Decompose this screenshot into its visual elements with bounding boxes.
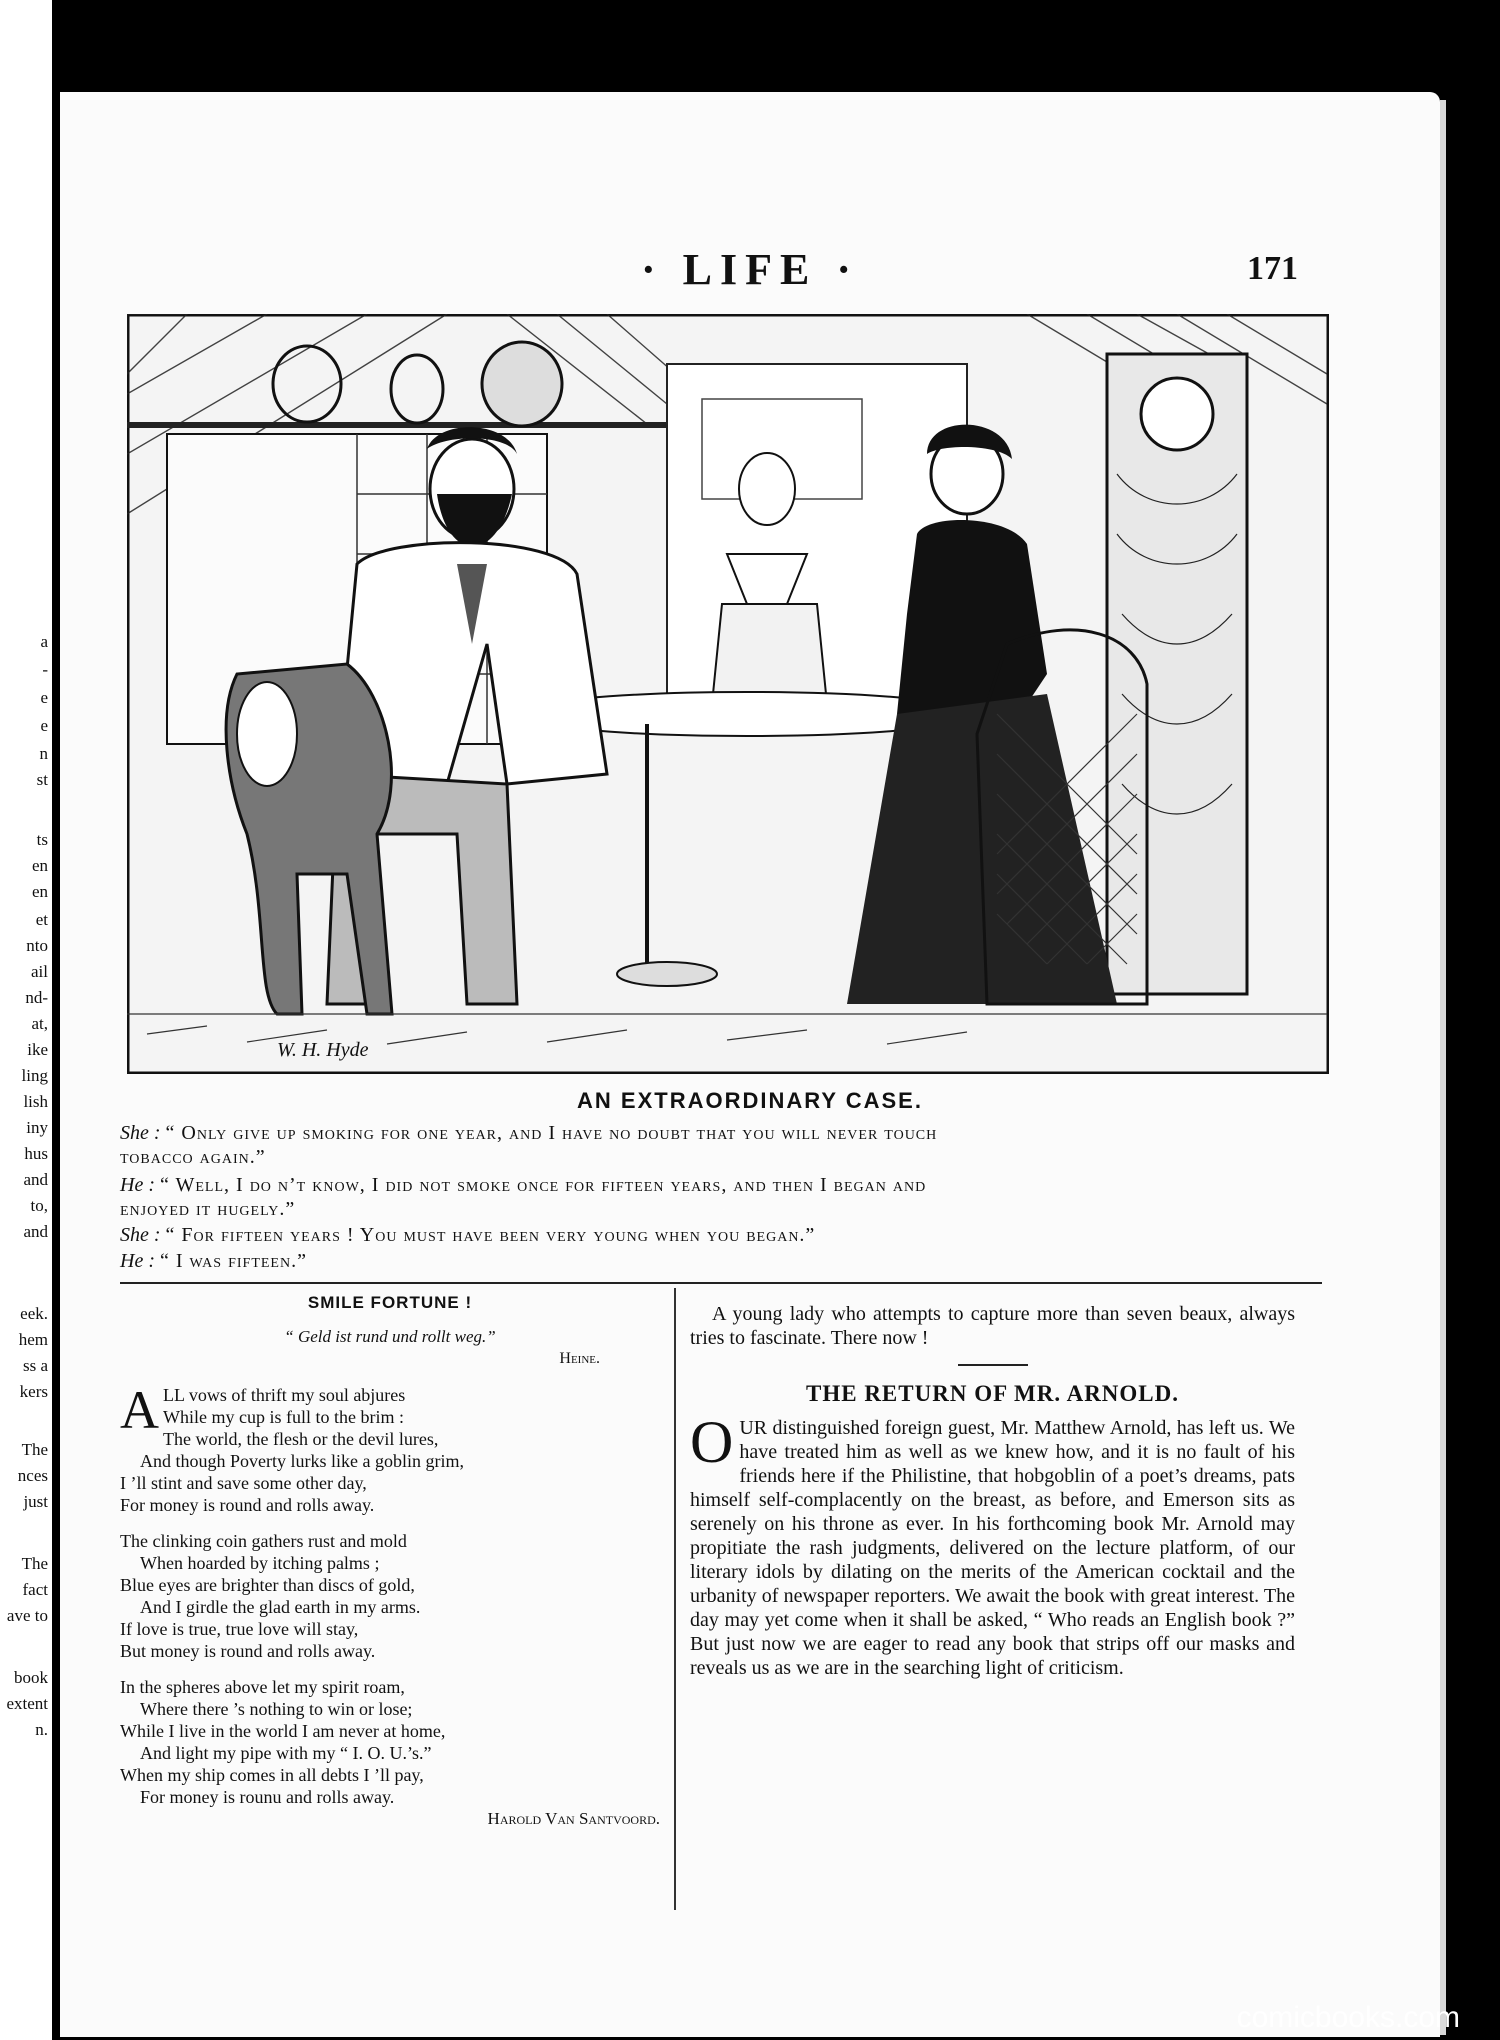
previous-page-fragment: The: [21, 1440, 48, 1459]
previous-page-fragment: iny: [26, 1118, 48, 1137]
dialogue-line: [120, 1248, 1320, 1274]
previous-page-fragment: ave to: [6, 1606, 48, 1625]
watermark: comicbooks.com: [1236, 2001, 1460, 2034]
previous-page-fragment: e: [40, 688, 48, 707]
previous-page-fragment: fact: [22, 1580, 48, 1599]
poem-author: Harold Van Santvoord.: [487, 1809, 660, 1828]
dialogue-text: tobacco again.”: [120, 1146, 266, 1168]
article-column: [690, 1302, 1295, 1680]
poem-stanza: [120, 1380, 660, 1516]
article-title: THE RETURN OF MR. ARNOLD.: [806, 1381, 1179, 1406]
poem-verse: And light my pipe with my “ I. O. U.’s.”: [140, 1743, 432, 1763]
poem-verse: When my ship comes in all debts I ’ll pay,: [120, 1765, 424, 1785]
dialogue-text: “ I was fifteen.”: [159, 1250, 307, 1272]
previous-page-fragment: hem: [18, 1330, 48, 1349]
previous-page-fragment: lish: [23, 1092, 48, 1111]
poem-verse: For money is round and rolls away.: [120, 1495, 375, 1515]
previous-page-fragment: n.: [35, 1720, 48, 1739]
poem-verse: But money is round and rolls away.: [120, 1641, 376, 1661]
previous-page-fragment: et: [35, 910, 48, 929]
previous-page-fragment: n: [39, 744, 48, 763]
poem-verse: If love is true, true love will stay,: [120, 1619, 359, 1639]
previous-page-fragment: at,: [31, 1014, 48, 1033]
dialogue-speaker: He :: [120, 1174, 155, 1196]
poem-verse: While I live in the world I am never at home,: [120, 1721, 446, 1741]
previous-page-fragment: nto: [26, 936, 48, 955]
page-gutter: [52, 0, 60, 2040]
dialogue-line: [120, 1222, 1320, 1248]
masthead: [60, 244, 1440, 304]
previous-page-fragment: ling: [21, 1066, 48, 1085]
illustrator-signature: W. H. Hyde: [277, 1039, 369, 1061]
previous-page-fragment: hus: [24, 1144, 48, 1163]
previous-page-fragment: nd-: [25, 988, 48, 1007]
previous-page-fragment: a: [40, 632, 48, 651]
poem-column: [120, 1292, 660, 1830]
cartoon-title: AN EXTRAORDINARY CASE.: [577, 1088, 923, 1113]
poem-verse: In the spheres above let my spirit roam,: [120, 1677, 405, 1697]
dialogue-text: “ Only give up smoking for one year, and I have no doubt that you will never touch: [165, 1122, 938, 1144]
poem-verse: The clinking coin gathers rust and mold: [120, 1531, 407, 1551]
poem-verse: Blue eyes are brighter than discs of gold,: [120, 1575, 415, 1595]
article-dropcap: O: [690, 1409, 734, 1475]
poem-stanza: [120, 1530, 660, 1662]
previous-page-fragment: en: [31, 856, 48, 875]
dialogue-line: [120, 1120, 1320, 1146]
short-rule: [958, 1364, 1028, 1366]
epigraph-source: Heine.: [559, 1350, 600, 1367]
article-text: UR distinguished foreign guest, Mr. Matthew Arnold, has left us. We have treated him as well as we knew how, and it is no fault of his friends here if the Philistine, that hobgoblin of a poet’s dreams, pats himself self-complacently on the breast, as before, and Emerson sits as serenely on his throne as ever. In his forthcoming book Mr. Arnold may propitiate the rash judgments, delivered on the lecture platform, of our literary idols by dilating on the merits of the American cocktail and the urbanity of newspaper reporters. We await the book with great interest. The day may yet come when it shall be asked, “ Who reads an English book ?” But just now we are eager to read any book that strips off our masks and reveals us as we are in the searching light of criticism.: [690, 1417, 1295, 1679]
column-divider: [674, 1288, 676, 1910]
previous-page-fragment: to,: [30, 1196, 48, 1215]
previous-page-fragment: nces: [17, 1466, 48, 1485]
illustration-drawing: [127, 314, 1329, 1074]
poem-verse: And I girdle the glad earth in my arms.: [140, 1597, 421, 1617]
previous-page-fragment: st: [36, 770, 48, 789]
poem-verse: When hoarded by itching palms ;: [140, 1553, 380, 1573]
previous-page-fragment: eek.: [20, 1304, 48, 1323]
dialogue-line: [120, 1144, 1320, 1170]
poem-epigraph: “ Geld ist rund und rollt weg.”: [284, 1327, 496, 1346]
previous-page-fragment: ts: [36, 830, 48, 849]
poem-verse: And though Poverty lurks like a goblin grim,: [140, 1451, 464, 1471]
poem-dropcap: A: [120, 1380, 159, 1440]
previous-page-fragment: ike: [27, 1040, 48, 1059]
previous-page-fragment: kers: [19, 1382, 48, 1401]
dialogue-text: enjoyed it hugely.”: [120, 1198, 296, 1220]
previous-page-fragment: en: [31, 882, 48, 901]
dialogue-speaker: She :: [120, 1122, 161, 1144]
dialogue-text: “ For fifteen years ! You must have been very young when you began.”: [165, 1224, 816, 1246]
dialogue-line: [120, 1196, 1320, 1222]
previous-page-fragment: ail: [31, 962, 48, 981]
poem-verse: While my cup is full to the brim :: [163, 1407, 404, 1427]
short-item: A young lady who attempts to capture more than seven beaux, always tries to fascinate. There now !: [690, 1303, 1295, 1349]
previous-page-fragment: e: [40, 716, 48, 735]
masthead-title: · LIFE ·: [640, 245, 860, 294]
previous-page-fragment: book: [14, 1668, 48, 1687]
dialogue-text: “ Well, I do n’t know, I did not smoke once for fifteen years, and then I began and: [159, 1174, 927, 1196]
dialogue-line: [120, 1172, 1320, 1198]
previous-page-fragment: The: [21, 1554, 48, 1573]
previous-page-fragment: and: [23, 1222, 48, 1241]
page-number: 171: [1247, 250, 1298, 287]
section-rule: [120, 1282, 1322, 1284]
previous-page-fragment: -: [42, 660, 48, 679]
previous-page-fragment: extent: [6, 1694, 48, 1713]
previous-page-fragment: and: [23, 1170, 48, 1189]
previous-page-edge: [0, 0, 52, 2040]
poem-verse: Where there ’s nothing to win or lose;: [140, 1699, 413, 1719]
cartoon-illustration: [127, 314, 1329, 1074]
previous-page-fragment: ss a: [22, 1356, 48, 1375]
poem-verse: I ’ll stint and save some other day,: [120, 1473, 367, 1493]
previous-page-fragment: just: [23, 1492, 48, 1511]
poem-title: SMILE FORTUNE !: [307, 1293, 473, 1312]
magazine-page: [60, 92, 1440, 2037]
dialogue-speaker: She :: [120, 1224, 161, 1246]
dialogue-speaker: He :: [120, 1250, 155, 1272]
poem-verse: LL vows of thrift my soul abjures: [163, 1385, 406, 1405]
article-body: [690, 1409, 1295, 1680]
poem-verse: For money is rounu and rolls away.: [140, 1787, 395, 1807]
poem-stanza: [120, 1676, 660, 1808]
page-edge: [1440, 100, 1446, 2035]
poem-verse: The world, the flesh or the devil lures,: [163, 1429, 439, 1449]
